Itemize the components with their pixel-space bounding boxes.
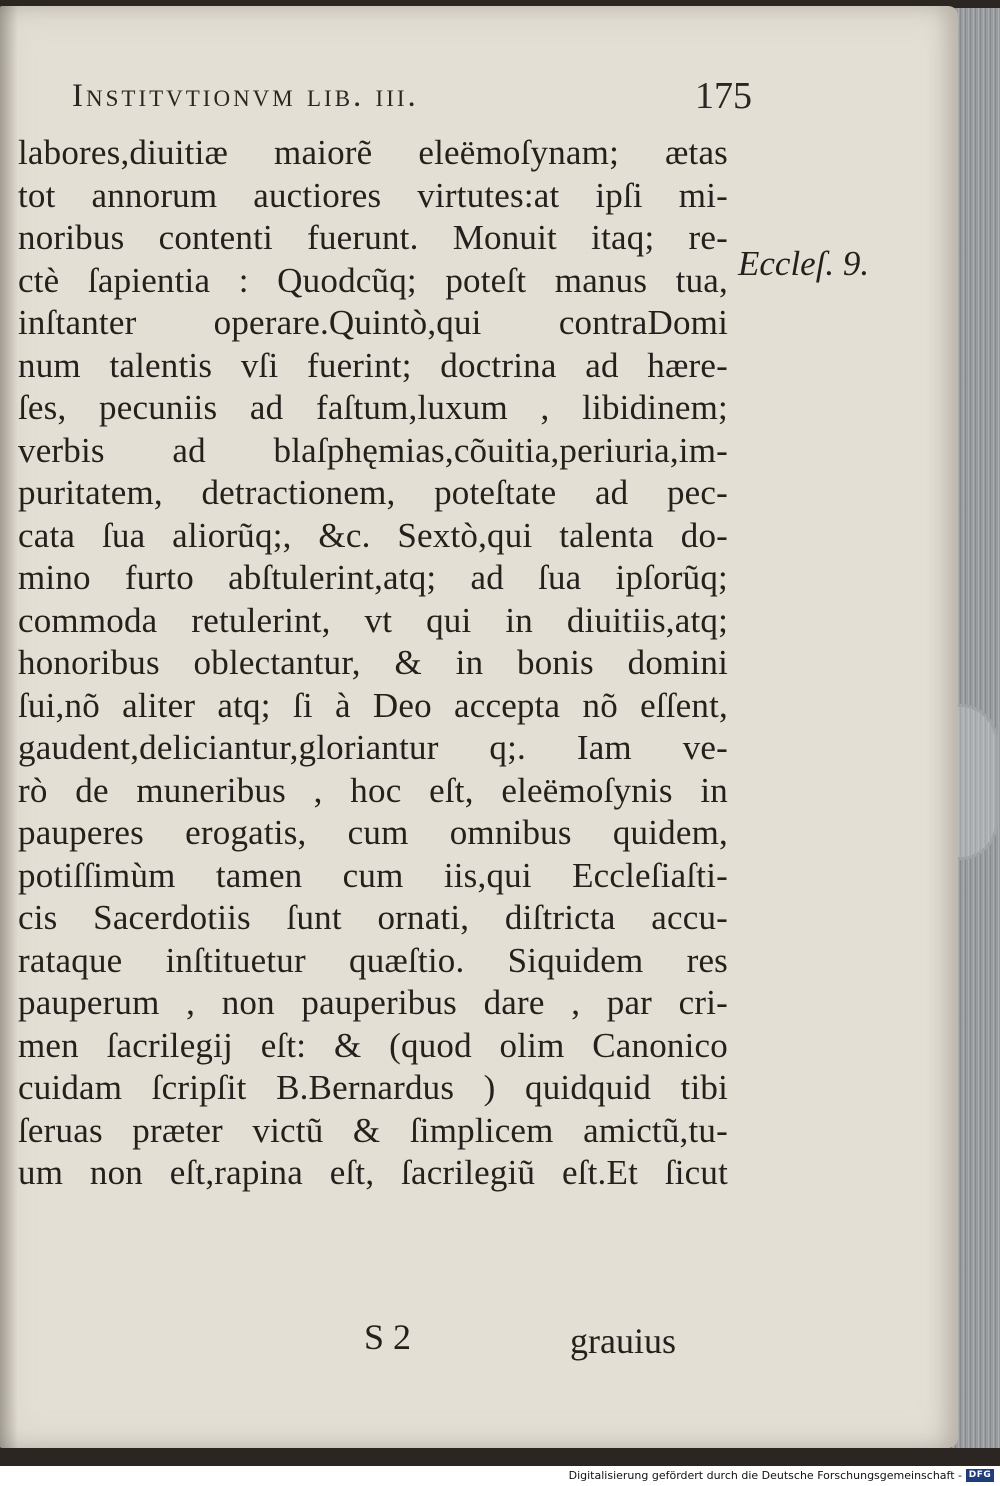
text-line: men ſacrilegij eſt: & (quod olim Canonico bbox=[18, 1025, 728, 1065]
text-line: noribus contenti fuerunt. Monuit itaq; re- bbox=[18, 218, 728, 257]
text-line: commoda retulerint, vt qui in diuitiis,atq; bbox=[18, 600, 728, 640]
running-title: Institvtionvm lib. iii. bbox=[72, 78, 419, 114]
page-header bbox=[72, 70, 752, 126]
page-number: 175 bbox=[695, 75, 752, 117]
marginal-note: Eccleſ. 9. bbox=[738, 244, 870, 283]
text-line: rò de muneribus , hoc eſt, eleëmoſynis in bbox=[18, 770, 728, 810]
text-line: ſes, pecuniis ad faſtum,luxum , libidinem; bbox=[18, 388, 728, 427]
text-line: tot annorum auctiores virtutes:at ipſi mi- bbox=[18, 175, 728, 215]
spine-shadow bbox=[0, 6, 18, 1448]
text-line: ctè ſapientia : Quodcũq; poteſt manus tua, bbox=[18, 260, 728, 300]
body-text bbox=[18, 132, 728, 1195]
text-line: cata ſua aliorũq;, &c. Sextò,qui talenta do- bbox=[18, 515, 728, 555]
text-line: cuidam ſcripſit B.Bernardus ) quidquid tibi bbox=[18, 1068, 728, 1107]
text-line: labores,diuitiæ maiorẽ eleëmoſynam; ætas bbox=[18, 133, 728, 172]
footer-credit: Digitalisierung gefördert durch die Deutsche Forschungsgemeinschaft - bbox=[568, 1469, 962, 1482]
text-line: cis Sacerdotiis ſunt ornati, diſtricta accu- bbox=[18, 898, 728, 937]
catchword: grauius bbox=[570, 1321, 676, 1361]
text-line: potiſſimùm tamen cum iis,qui Eccleſiaſti- bbox=[18, 855, 728, 895]
text-line: inſtanter operare.Quintò,qui contraDomi bbox=[18, 303, 728, 342]
text-line: mino furto abſtulerint,atq; ad ſua ipſorũq; bbox=[18, 558, 728, 597]
text-line: honoribus oblectantur, & in bonis domini bbox=[18, 643, 728, 682]
text-line: pauperum , non pauperibus dare , par cri- bbox=[18, 983, 728, 1022]
text-line: pauperes erogatis, cum omnibus quidem, bbox=[18, 813, 728, 852]
digitization-footer bbox=[0, 1466, 1000, 1486]
text-line: num talentis vſi fuerint; doctrina ad hære- bbox=[18, 345, 728, 385]
text-line: ſui,nõ aliter atq; ſi à Deo accepta nõ eſſent, bbox=[18, 685, 728, 725]
dfg-logo: DFG bbox=[966, 1469, 994, 1482]
text-line: puritatem, detractionem, poteſtate ad pec- bbox=[18, 473, 728, 512]
text-line: gaudent,deliciantur,gloriantur q;. Iam ve- bbox=[18, 728, 728, 767]
text-line: rataque inſtituetur quæſtio. Siquidem res bbox=[18, 940, 728, 980]
text-line: verbis ad blaſphęmias,cõuitia,periuria,im- bbox=[18, 430, 728, 470]
text-line: um non eſt,rapina eſt, ſacrilegiũ eſt.Et ſicut bbox=[18, 1153, 728, 1192]
book-page bbox=[0, 6, 958, 1448]
signature-mark: S 2 bbox=[364, 1317, 412, 1357]
text-line: ſeruas præter victũ & ſimplicem amictũ,tu- bbox=[18, 1110, 728, 1150]
